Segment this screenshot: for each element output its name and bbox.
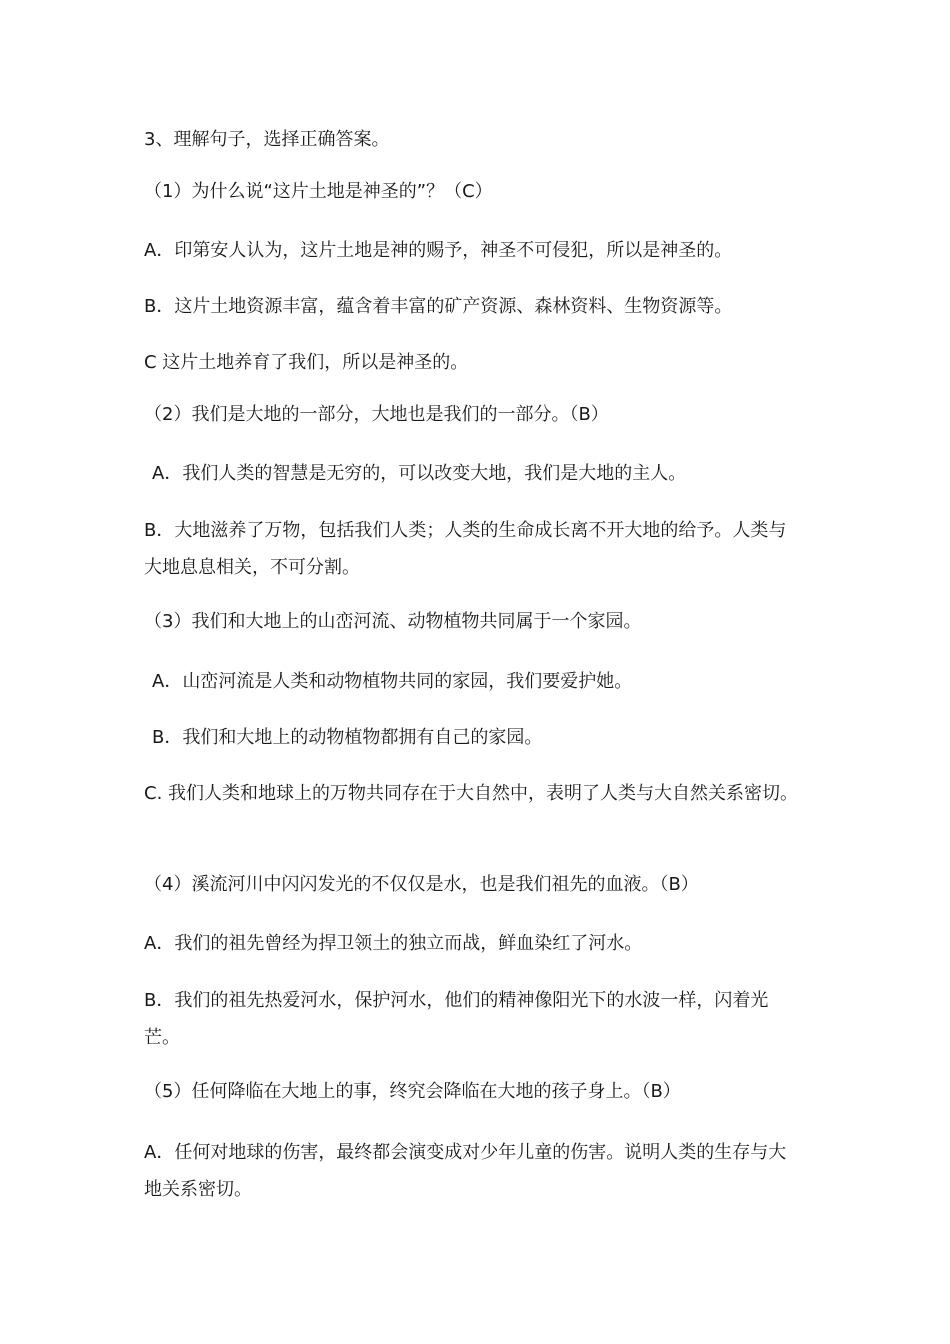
option-2b: B．大地滋养了万物，包括我们人类；人类的生命成长离不开大地的给予。人类与大地息息相关，不可分割。 [144,520,787,578]
sub-question-3: （3）我们和大地上的山峦河流、动物植物共同属于一个家园。 [144,611,642,632]
sub-question-2: （2）我们是大地的一部分，大地也是我们的一部分。（B） [144,404,609,425]
option-5a: A．任何对地球的伤害，最终都会演变成对少年儿童的伤害。说明人类的生存与大地关系密切。 [144,1142,787,1200]
option-3a: A．山峦河流是人类和动物植物共同的家园，我们要爱护她。 [152,671,633,692]
option-4b: B．我们的祖先热爱河水，保护河水，他们的精神像阳光下的水波一样，闪着光芒。 [144,990,769,1048]
option-3c: C. 我们人类和地球上的万物共同存在于大自然中，表明了人类与大自然关系密切。 [144,783,799,804]
sub-question-1: （1）为什么说“这片土地是神圣的”？（C） [144,181,493,202]
option-3b: B．我们和大地上的动物植物都拥有自己的家园。 [152,727,543,748]
question-heading: 3、理解句子，选择正确答案。 [144,129,390,150]
option-2a: A．我们人类的智慧是无穷的，可以改变大地，我们是大地的主人。 [152,463,687,484]
option-4a: A．我们的祖先曾经为捍卫领土的独立而战，鲜血染红了河水。 [144,933,643,954]
sub-question-4: （4）溪流河川中闪闪发光的不仅仅是水，也是我们祖先的血液。（B） [144,874,699,895]
sub-question-5: （5）任何降临在大地上的事，终究会降临在大地的孩子身上。（B） [144,1081,681,1102]
option-1a: A．印第安人认为，这片土地是神的赐予，神圣不可侵犯，所以是神圣的。 [144,240,733,261]
option-1c: C 这片土地养育了我们，所以是神圣的。 [144,352,469,373]
option-1b: B．这片土地资源丰富，蕴含着丰富的矿产资源、森林资料、生物资源等。 [144,296,733,317]
